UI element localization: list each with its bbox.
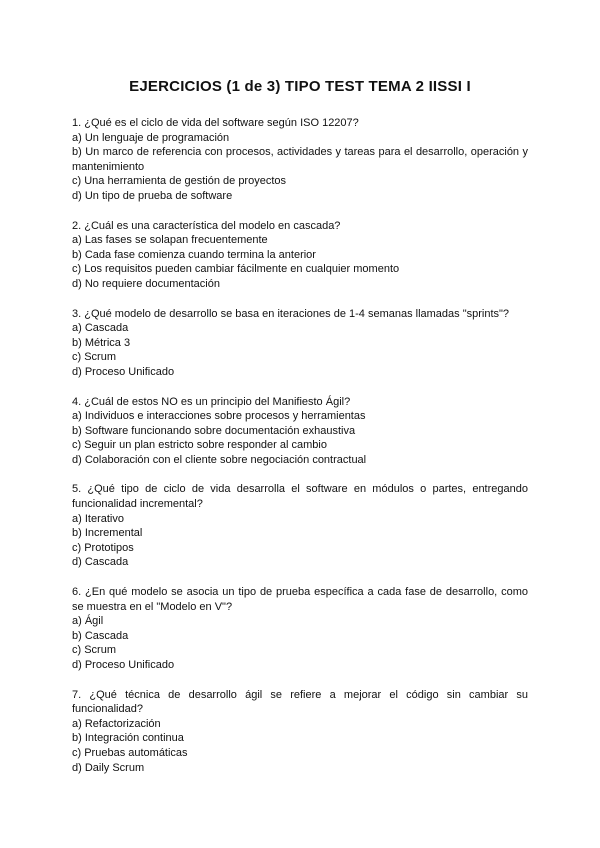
option-a: a) Refactorización xyxy=(72,717,161,730)
question-6 xyxy=(72,585,528,673)
page-title: EJERCICIOS (1 de 3) TIPO TEST TEMA 2 IISSI I xyxy=(129,78,471,95)
option-d: d) Cascada xyxy=(72,556,129,569)
option-d: d) Daily Scrum xyxy=(72,761,145,774)
question-7 xyxy=(72,688,528,776)
question-text: 3. ¿Qué modelo de desarrollo se basa en iteraciones de 1-4 semanas llamadas "sprints"? xyxy=(72,307,510,320)
option-b: b) Integración continua xyxy=(72,732,184,745)
option-c: c) Los requisitos pueden cambiar fácilmente en cualquier momento xyxy=(72,263,400,276)
question-text: 6. ¿En qué modelo se asocia un tipo de prueba específica a cada fase de desarrollo, como se muestra en el "Modelo en V"? xyxy=(72,586,528,613)
option-c: c) Scrum xyxy=(72,351,116,364)
option-d: d) No requiere documentación xyxy=(72,277,220,290)
option-a: a) Ágil xyxy=(72,615,104,628)
question-text: 5. ¿Qué tipo de ciclo de vida desarrolla el software en módulos o partes, entregando funcionalidad incremental? xyxy=(72,483,528,511)
option-c: c) Prototipos xyxy=(72,541,134,554)
question-1 xyxy=(72,116,528,204)
question-2 xyxy=(72,219,528,292)
option-b: b) Incremental xyxy=(72,527,143,540)
question-text: 1. ¿Qué es el ciclo de vida del software según ISO 12207? xyxy=(72,117,359,129)
question-3 xyxy=(72,307,528,380)
question-5 xyxy=(72,482,528,570)
question-text: 4. ¿Cuál de estos NO es un principio del Manifiesto Ágil? xyxy=(72,395,351,408)
option-c: c) Una herramienta de gestión de proyectos xyxy=(72,175,287,188)
question-text: 7. ¿Qué técnica de desarrollo ágil se refiere a mejorar el código sin cambiar su funcionalidad? xyxy=(72,688,528,716)
option-a: a) Iterativo xyxy=(72,512,124,525)
option-c: c) Seguir un plan estricto sobre responder al cambio xyxy=(72,439,327,452)
option-d: d) Colaboración con el cliente sobre negociación contractual xyxy=(72,453,367,466)
option-b: b) Un marco de referencia con procesos, actividades y tareas para el desarrollo, operación y mantenimiento xyxy=(72,146,528,173)
option-b: b) Cascada xyxy=(72,629,129,642)
question-text: 2. ¿Cuál es una característica del modelo en cascada? xyxy=(72,219,341,232)
option-a: a) Un lenguaje de programación xyxy=(72,131,230,144)
option-d: d) Proceso Unificado xyxy=(72,365,175,378)
option-b: b) Métrica 3 xyxy=(72,336,131,349)
option-b: b) Cada fase comienza cuando termina la anterior xyxy=(72,248,316,261)
option-b: b) Software funcionando sobre documentación exhaustiva xyxy=(72,424,356,437)
option-d: d) Proceso Unificado xyxy=(72,659,175,671)
option-a: a) Cascada xyxy=(72,322,129,335)
option-c: c) Pruebas automáticas xyxy=(72,746,188,759)
option-a: a) Individuos e interacciones sobre procesos y herramientas xyxy=(72,410,366,423)
question-4 xyxy=(72,395,528,468)
option-d: d) Un tipo de prueba de software xyxy=(72,189,233,202)
option-c: c) Scrum xyxy=(72,644,116,657)
option-a: a) Las fases se solapan frecuentemente xyxy=(72,234,268,247)
